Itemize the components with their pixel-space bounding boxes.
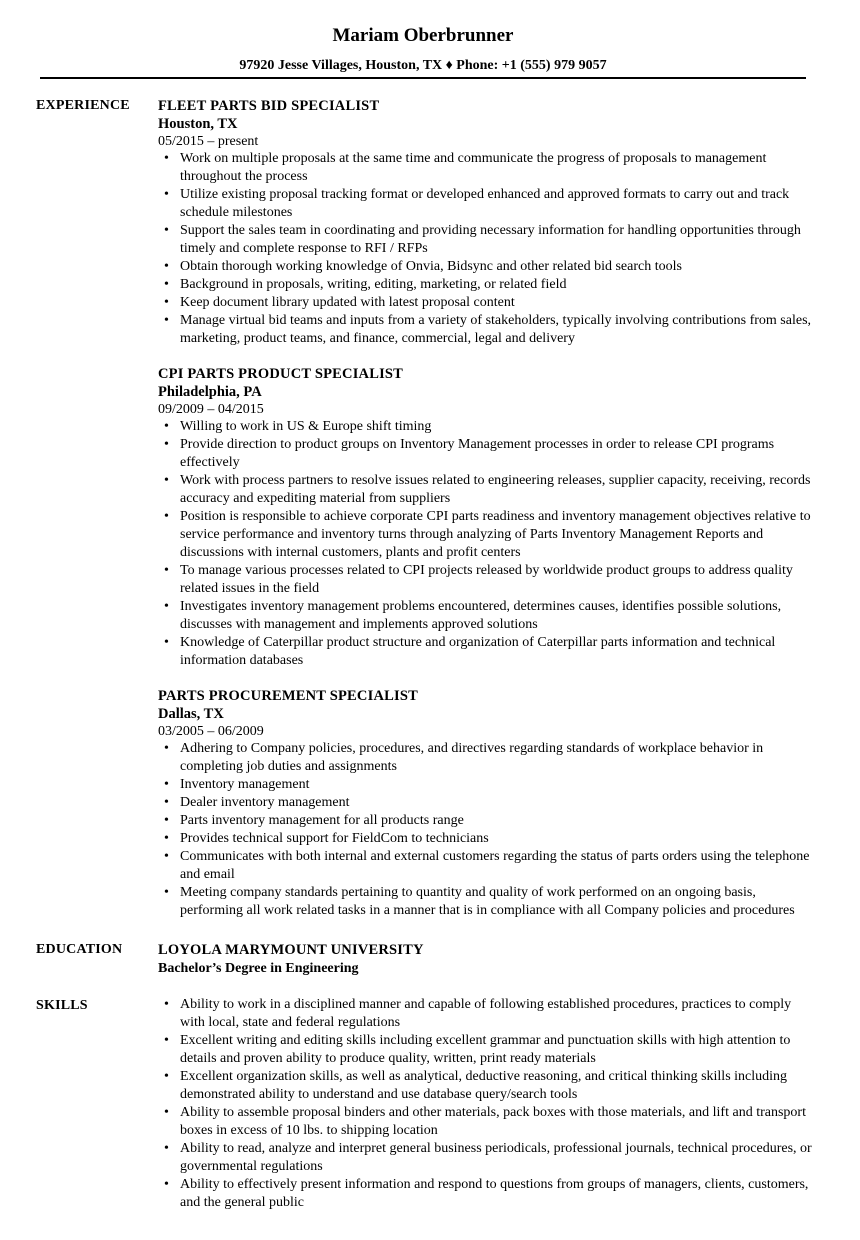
job-bullet: • Parts inventory management for all products range bbox=[180, 812, 818, 830]
candidate-name: Mariam Oberbrunner bbox=[332, 25, 514, 46]
job-bullet: • Provide direction to product groups on Inventory Management processes in order to release CPI programs effectively bbox=[180, 436, 818, 472]
education-body bbox=[158, 940, 818, 978]
job-location: Philadelphia, PA bbox=[158, 384, 262, 400]
job-bullet: • Background in proposals, writing, editing, marketing, or related field bbox=[180, 276, 818, 294]
school-name: LOYOLA MARYMOUNT UNIVERSITY bbox=[158, 942, 424, 958]
job-dates: 09/2009 – 04/2015 bbox=[158, 402, 264, 417]
job-entry bbox=[158, 96, 818, 348]
job-bullet: • Adhering to Company policies, procedures, and directives regarding standards of workplace behavior in completing job duties and assignments bbox=[180, 740, 818, 776]
job-bullet: • Position is responsible to achieve corporate CPI parts readiness and inventory management objectives relative to service performance and inventory turns through analyzing of Parts Inventory Management Reports and discussions with internal customers, plants and profit centers bbox=[180, 508, 818, 562]
job-location: Dallas, TX bbox=[158, 706, 224, 722]
section-label-experience: EXPERIENCE bbox=[36, 98, 130, 113]
job-bullet: • Willing to work in US & Europe shift timing bbox=[180, 418, 818, 436]
education-section bbox=[0, 940, 860, 978]
skill-item: • Excellent organization skills, as well as analytical, deductive reasoning, and critical thinking skills including demonstrated ability to understand and use database query/search tools bbox=[180, 1068, 818, 1104]
section-label-education: EDUCATION bbox=[36, 942, 123, 957]
job-entry bbox=[158, 686, 818, 920]
job-bullet: • Support the sales team in coordinating and providing necessary information for handling opportunities through timely and complete response to RFI / RFPs bbox=[180, 222, 818, 258]
contact-line: 97920 Jesse Villages, Houston, TX ♦ Phone: +1 (555) 979 9057 bbox=[239, 58, 607, 73]
job-bullet: • Keep document library updated with latest proposal content bbox=[180, 294, 818, 312]
skills-list bbox=[158, 996, 818, 1212]
section-label-skills: SKILLS bbox=[36, 998, 88, 1013]
resume-body bbox=[0, 96, 860, 1212]
skill-item: • Excellent writing and editing skills including excellent grammar and punctuation skills with high attention to details and proven ability to produce quality, written, print ready materials bbox=[180, 1032, 818, 1068]
job-bullet: • Inventory management bbox=[180, 776, 818, 794]
job-bullet: • Work on multiple proposals at the same time and communicate the progress of proposals to management throughout the process bbox=[180, 150, 818, 186]
skills-body bbox=[158, 996, 818, 1212]
job-bullet: • To manage various processes related to CPI projects released by worldwide product groups to address quality related issues in the field bbox=[180, 562, 818, 598]
job-bullet: • Investigates inventory management problems encountered, determines causes, identifies possible solutions, discusses with management and implements approved solutions bbox=[180, 598, 818, 634]
job-title: FLEET PARTS BID SPECIALIST bbox=[158, 98, 380, 114]
experience-section bbox=[0, 96, 860, 920]
job-bullet: • Utilize existing proposal tracking format or developed enhanced and approved formats to carry out and track schedule milestones bbox=[180, 186, 818, 222]
job-dates: 03/2005 – 06/2009 bbox=[158, 724, 264, 739]
job-bullet: • Knowledge of Caterpillar product structure and organization of Caterpillar parts information and technical information databases bbox=[180, 634, 818, 670]
job-bullet: • Manage virtual bid teams and inputs from a variety of stakeholders, typically involving contributions from sales, marketing, product teams, and finance, commercial, legal and delivery bbox=[180, 312, 818, 348]
experience-body bbox=[158, 96, 818, 920]
job-bullet: • Dealer inventory management bbox=[180, 794, 818, 812]
job-bullet: • Work with process partners to resolve issues related to engineering releases, supplier capacity, receiving, records accuracy and expediting material from suppliers bbox=[180, 472, 818, 508]
skill-item: • Ability to work in a disciplined manner and capable of following established procedures, practices to comply with local, state and federal regulations bbox=[180, 996, 818, 1032]
job-bullet-list bbox=[158, 150, 818, 348]
header-divider bbox=[40, 77, 806, 79]
job-entry bbox=[158, 364, 818, 670]
degree: Bachelor’s Degree in Engineering bbox=[158, 961, 359, 976]
skill-item: • Ability to read, analyze and interpret general business periodicals, professional journals, technical procedures, or governmental regulations bbox=[180, 1140, 818, 1176]
job-bullet-list bbox=[158, 418, 818, 670]
skill-item: • Ability to effectively present information and respond to questions from groups of managers, clients, customers, and the general public bbox=[180, 1176, 818, 1212]
job-title: CPI PARTS PRODUCT SPECIALIST bbox=[158, 366, 404, 382]
job-bullet: • Provides technical support for FieldCom to technicians bbox=[180, 830, 818, 848]
job-location: Houston, TX bbox=[158, 116, 238, 132]
job-title: PARTS PROCUREMENT SPECIALIST bbox=[158, 688, 418, 704]
job-bullet: • Obtain thorough working knowledge of Onvia, Bidsync and other related bid search tools bbox=[180, 258, 818, 276]
skill-item: • Ability to assemble proposal binders and other materials, pack boxes with those materials, and lift and transport boxes in excess of 10 lbs. to shipping location bbox=[180, 1104, 818, 1140]
skills-section bbox=[0, 996, 860, 1212]
job-dates: 05/2015 – present bbox=[158, 134, 259, 149]
job-bullet-list bbox=[158, 740, 818, 920]
job-bullet: • Meeting company standards pertaining to quantity and quality of work performed on an ongoing basis, performing all work related tasks in a manner that is in compliance with all Company policies and procedures bbox=[180, 884, 818, 920]
job-bullet: • Communicates with both internal and external customers regarding the status of parts orders using the telephone and email bbox=[180, 848, 818, 884]
